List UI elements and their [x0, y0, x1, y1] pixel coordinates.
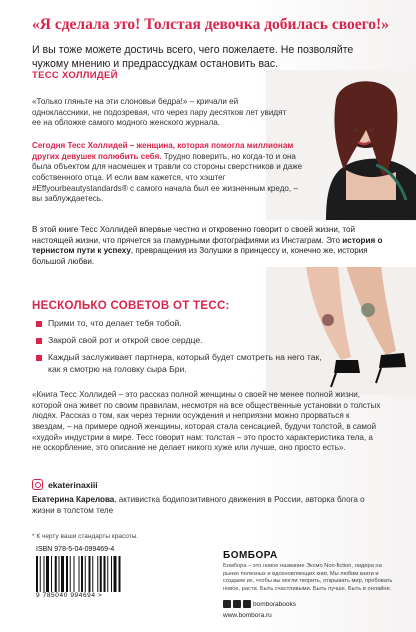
publisher-logo: БОМБОРА: [223, 550, 278, 561]
book-description: [32, 225, 387, 268]
review-signature: [32, 495, 387, 516]
tips-list: [36, 318, 326, 381]
lead-paragraph: И вы тоже можете достичь всего, чего пожелаете. Не позволяйте чужому мнению и предрассудкам остановить вас.: [32, 44, 354, 70]
barcode-icon: [36, 556, 146, 592]
reviewer-name: Екатерина Карелова: [32, 495, 115, 504]
cover-headline: «Я сделала это! Толстая девочка добилась своего!»: [32, 16, 389, 33]
instagram-icon: [243, 600, 251, 608]
tip-item: [36, 352, 326, 374]
reviewer-description: , активистка бодипозитивного движения в России, авторка блога о жизни в толстом теле: [32, 495, 365, 515]
tip-item: [36, 318, 326, 329]
description-part-1: В этой книге Тесс Холлидей впервые честно и откровенно говорит о своей жизни, той настоящей жизни, что прячется за гламурными фотографиями из Инстаграм. Это: [32, 225, 355, 245]
description-bold: история о тернистом пути к успеху: [32, 235, 383, 256]
tips-title: НЕСКОЛЬКО СОВЕТОВ ОТ ТЕСС:: [32, 300, 230, 312]
instagram-credit: [32, 479, 98, 490]
social-links: [223, 600, 296, 608]
tip-item: [36, 335, 326, 346]
classmates-quote: «Только гляньте на эти слоновьи бедра!» – кричали ей одноклассники, не подозревая, что через пару десятков лет увидят ее на обложке самого модного женского журнала.: [32, 97, 287, 128]
review-quote: «Книга Тесс Холлидей – это рассказ полной женщины о своей не менее полной жизни, которой она живет по своим правилам, несмотря на все общественные установки о толстых людях. Рассказ о том, как через тернии осуждения и неприязни можно прорваться к звездам, – на примере одной женщины, которая стала сенсацией, будучи толстой, в самой «худой» индустрии в мире. Тесс говорит нам: толстая – это просто характеристика тела, а не оскорбление, это описание не делает никого хуже или лучше, оно просто есть».: [32, 390, 381, 453]
bullet-square-icon: [36, 321, 42, 327]
tip-text: Закрой свой рот и открой свое сердце.: [48, 335, 203, 346]
social-handle: bomborabooks: [253, 600, 296, 608]
facebook-icon: [233, 600, 241, 608]
hashtag-footnote: * К черту ваши стандарты красоты.: [32, 533, 139, 540]
bullet-square-icon: [36, 338, 42, 344]
instagram-icon: [32, 479, 43, 490]
intro-paragraph: [32, 141, 307, 205]
tip-text: Каждый заслуживает партнера, который будет смотреть на него так, как я смотрю на головку сыра Бри.: [48, 352, 322, 374]
lead-author: ТЕСС ХОЛЛИДЕЙ: [32, 70, 118, 81]
barcode-block: [36, 546, 146, 602]
bullet-square-icon: [36, 355, 42, 361]
intro-rest-text: Трудно поверить, но когда-то и она была объектом для насмешек и травли со стороны сверстников и даже собственного отца. И если вам кажется, что хэштег #Effyourbeautystandards® с самого начала был ее жизненным кредо, – вы заблуждаетесь.: [32, 151, 303, 204]
barcode-digits: 9 785040 994694 >: [36, 592, 103, 599]
vk-icon: [223, 600, 231, 608]
isbn-text: ISBN 978-5-04-099469-4: [36, 546, 115, 553]
description-part-2: , превращения из Золушки в принцессу и, конечно же, история большой любви.: [32, 246, 368, 267]
tip-text: Прими то, что делает тебя тобой.: [48, 318, 182, 328]
publisher-website: www.bombora.ru: [223, 612, 272, 619]
publisher-description: Бомбора – это новое название Эксмо Non-fiction, лидера на рынке полезных и вдохновляющих книг. Мы любим книги и создаем их, чтобы вы могли творить, открывать мир, пробовать новое, расти. Быть счастливыми. Быть лучше. Быть в онлайне.: [223, 563, 393, 592]
intro-bold-text: Сегодня Тесс Холлидей – женщина, которая помогла миллионам других девушек полюбить себя.: [32, 141, 294, 161]
instagram-handle: ekaterinaxiii: [48, 479, 98, 490]
